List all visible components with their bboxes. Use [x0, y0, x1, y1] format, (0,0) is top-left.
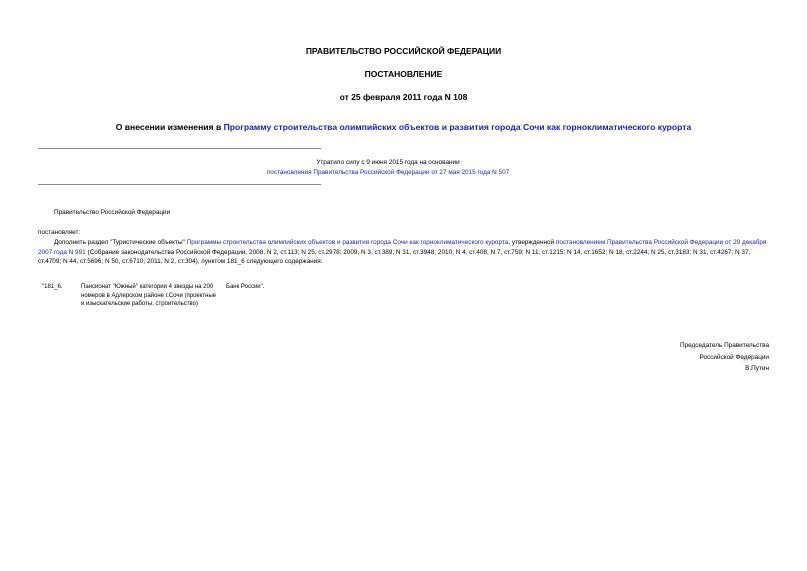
decision-word: постановляет: — [38, 229, 81, 236]
paragraph-start: Дополнить раздел "Туристические объекты" — [54, 239, 187, 246]
approval-decree-link[interactable]: постановлением Правительства Российской Федерации от 29 декабря 2007 года N 991 — [38, 239, 767, 256]
issuing-body: Правительство Российской Федерации — [54, 209, 171, 216]
signature-block — [680, 340, 769, 375]
item-description: Пансионат "Южный" категории 4 звезды на 200 номеров в Адлерском районе г.Сочи (проектные и изыскательские работы, строительство) — [81, 284, 217, 308]
status-note-line2 — [38, 169, 738, 176]
main-paragraph — [38, 238, 770, 267]
paragraph-end: (Собрание законодательства Российской Федерации, 2008, N 2, ст.113; N 25, ст.2978; 2009, N 3, ст.389; N 31, ст.3948; 2010, N 4, ст.408; N 7, ст.759; N 11, ст.1215; N 14, ст.1652; N 18, ст.2244; N 25, ст.3183; N 31, ст.4267; N 37, ст.4709; N 44, ст.5696; N 50, ст.6710; 2011, N 2, ст.304), пунктом 181_6 следующего содержания: — [38, 248, 751, 266]
program-title-link[interactable]: Программу строительства олимпийских объектов и развития города Сочи как горноклиматического курорта — [223, 122, 692, 132]
paragraph-mid: , утвержденной — [508, 239, 556, 246]
document-date-number: от 25 февраля 2011 года N 108 — [339, 92, 468, 102]
signature-name: В.Путин — [745, 365, 769, 372]
item-number: "181_6. — [42, 284, 63, 290]
document-type: ПОСТАНОВЛЕНИЕ — [364, 69, 443, 79]
title-prefix: О внесении изменения в — [115, 122, 224, 132]
item-funding-source: Банк России". — [226, 284, 265, 290]
signature-organization: Российской Федерации — [699, 353, 769, 361]
signature-position: Председатель Правительства — [680, 342, 769, 349]
document-title — [0, 122, 807, 132]
program-link[interactable]: Программы строительства олимпийских объектов и развития города Сочи как горноклиматического курорта — [186, 239, 509, 246]
government-heading: ПРАВИТЕЛЬСТВО РОССИЙСКОЙ ФЕДЕРАЦИИ — [305, 46, 502, 56]
repeal-decree-link[interactable]: постановления Правительства Российской Федерации от 27 мая 2015 года N 507 — [266, 169, 510, 176]
divider-top — [38, 148, 321, 149]
status-note-line1: Утратило силу с 9 июня 2015 года на основании — [316, 159, 460, 166]
divider-bottom — [38, 184, 321, 185]
